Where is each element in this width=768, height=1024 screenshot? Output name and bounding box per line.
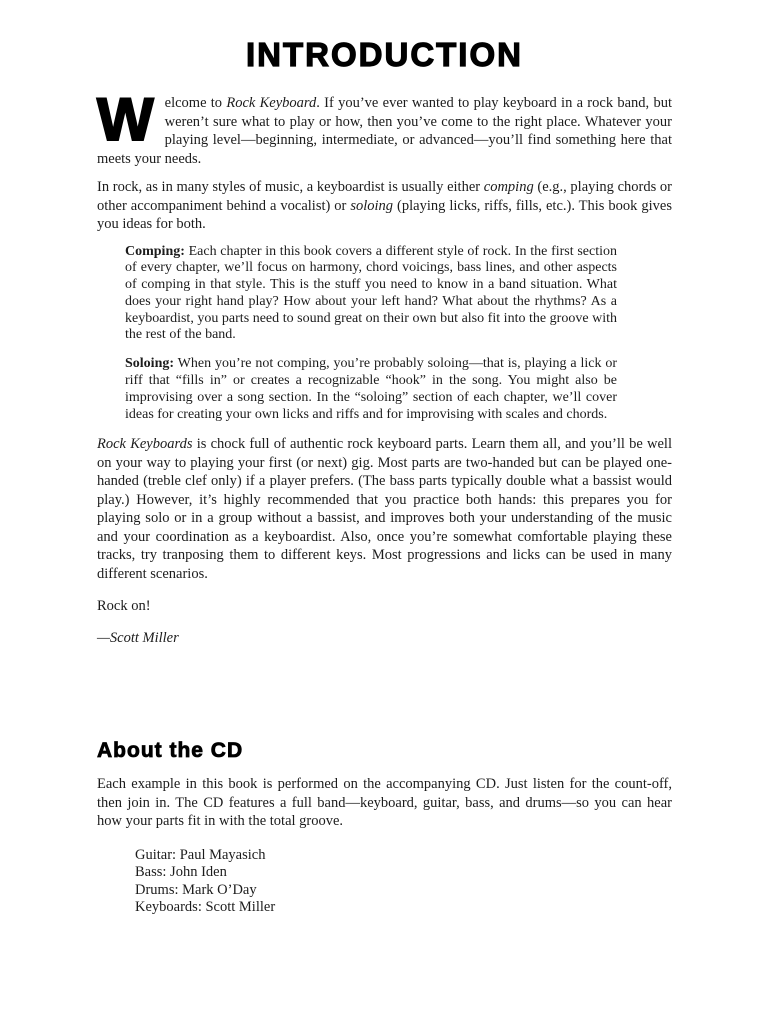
overview-part2: (e.g., playing chords or other accompaniment behind a vocalist) or (97, 179, 672, 214)
rock-on-line: Rock on! (97, 598, 151, 615)
intro-paragraph (97, 86, 672, 168)
credit-line-drums: Drums: Mark O’Day (135, 881, 257, 898)
credit-line-guitar: Guitar: Paul Mayasich (135, 846, 266, 863)
soloing-text: When you’re not comping, you’re probably soloing—that is, playing a lick or riff that “fills in” or creates a recognizable “hook” in the song. You might also be improvising over a song section. In the “soloing” section of each chapter, we’ll cover ideas for creating your own licks and riffs and for improvising with scales and chords. (125, 356, 617, 422)
overview-part1: In rock, as in many styles of music, a keyboardist is usually either (97, 179, 484, 195)
about-cd-paragraph: Each example in this book is performed on the accompanying CD. Just listen for the count-off, then join in. The CD features a full band—keyboard, guitar, bass, and drums—so you can hear how your parts fit in with the total groove. (97, 776, 672, 830)
comping-paragraph (125, 244, 617, 345)
comping-term-italic: comping (483, 179, 534, 195)
page-title: INTRODUCTION (246, 36, 523, 73)
book-title-italic: Rock Keyboard (226, 95, 317, 111)
closing-text: is chock full of authentic rock keyboard parts. Learn them all, and you’ll be well on your way to playing your first (or next) gig. Most parts are two-handed but can be played one-handed (treble clef only) if a player prefers. (The bass parts typically double what a bassist would play.) However, it’s highly recommended that you practice both hands: this prepares you for playing solo or in a group without a bassist, and improves both your understanding of the music and your coordination as a keyboardist. Also, once you’re somewhat comfortable playing these tracks, try tranposing them to different keys. Most progressions and licks can be used in many different scenarios. (97, 436, 672, 582)
soloing-label: Soloing: (125, 356, 175, 372)
intro-text-lead: elcome to (164, 95, 227, 111)
closing-book-title-italic: Rock Keyboards (97, 436, 193, 453)
credits-list (135, 847, 672, 917)
intro-dropcap: W (97, 86, 154, 153)
overview-part3: (playing licks, riffs, fills, etc.). This book gives you ideas for both. (97, 197, 673, 232)
credit-line-keyboards: Keyboards: Scott Miller (135, 899, 276, 916)
comping-label: Comping: (125, 243, 185, 259)
overview-paragraph (97, 178, 672, 234)
soloing-paragraph (125, 356, 617, 423)
closing-paragraph (97, 435, 672, 583)
soloing-term-italic: soloing (350, 197, 394, 214)
comping-text: Each chapter in this book covers a different style of rock. In the first section of every chapter, we’ll focus on harmony, chord voicings, bass lines, and other aspects of comping in that style. This is the stuff you need to know in a band situation. What does your right hand play? How about your left hand? What about the rhythms? As a keyboardist, you parts need to sound great on their own but also fit into the groove with the rest of the band. (125, 243, 617, 343)
intro-text-rest: . If you’ve ever wanted to play keyboard in a rock band, but weren’t sure what to play or how, then you’ve come to the right place. Whatever your playing level—beginning, intermediate, or advanced—you’ll find something here that meets your needs. (97, 95, 672, 167)
signature-line: —Scott Miller (97, 630, 179, 647)
about-cd-heading: About the CD (97, 739, 244, 763)
credit-line-bass: Bass: John Iden (135, 864, 227, 881)
